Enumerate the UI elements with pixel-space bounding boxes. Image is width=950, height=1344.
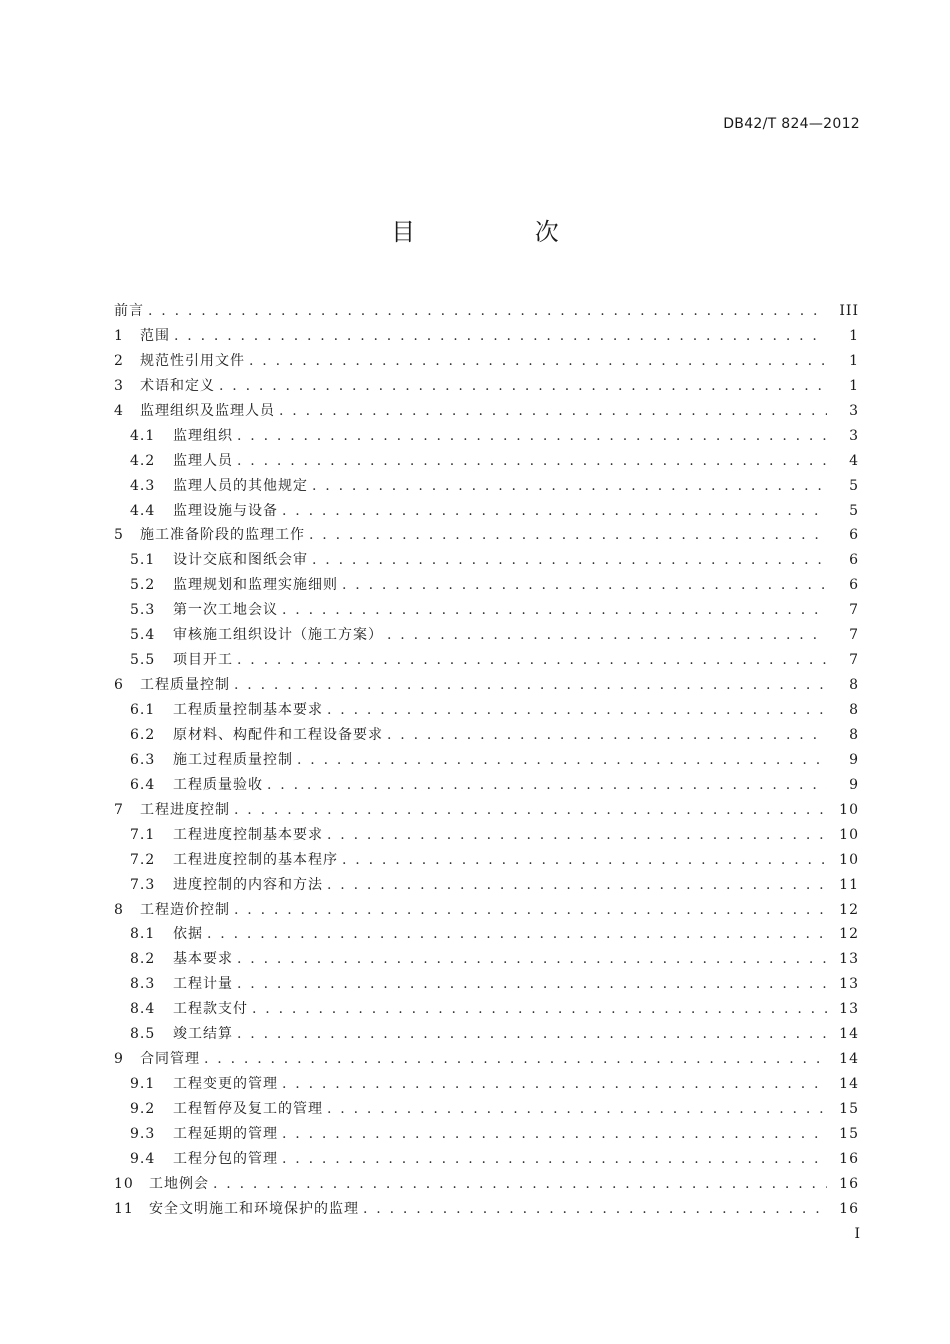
toc-dot-leader: [237, 972, 827, 997]
toc-entry-number: 4.1: [130, 427, 156, 444]
toc-entry-number: 7.2: [130, 851, 156, 868]
toc-entry-page: 16: [839, 1200, 859, 1217]
toc-entry-number: 8.5: [130, 1026, 156, 1043]
toc-entry-title: 项目开工: [173, 652, 233, 669]
toc-entry-title: 前言: [114, 303, 144, 319]
toc-entry-page: 10: [839, 801, 859, 818]
toc-entry-number: 5: [114, 527, 124, 544]
toc-entry[interactable]: [114, 1172, 859, 1197]
toc-entry-page: 10: [839, 826, 859, 843]
toc-dot-leader: [387, 723, 827, 748]
toc-entry[interactable]: [114, 449, 859, 474]
toc-entry-page: 13: [839, 951, 859, 968]
toc-entry-number: 8.2: [130, 951, 156, 968]
toc-entry[interactable]: [114, 1097, 859, 1122]
toc-entry-page: 7: [849, 652, 859, 669]
toc-entry[interactable]: [114, 873, 859, 898]
toc-entry[interactable]: [114, 1197, 859, 1222]
toc-dot-leader: [234, 798, 827, 823]
toc-entry[interactable]: [114, 848, 859, 873]
toc-entry-page: 1: [849, 327, 859, 344]
toc-entry-number: 6.2: [130, 726, 156, 743]
toc-entry-page: 8: [849, 726, 859, 743]
toc-entry[interactable]: [114, 1147, 859, 1172]
toc-entry-title: 安全文明施工和环境保护的监理: [149, 1200, 359, 1217]
toc-entry[interactable]: [114, 573, 859, 598]
toc-entry-number: 5.4: [130, 627, 156, 644]
toc-entry[interactable]: [114, 1022, 859, 1047]
toc-entry-page: III: [839, 303, 859, 319]
toc-entry-number: 9.3: [130, 1125, 156, 1142]
toc-entry-page: 13: [839, 1001, 859, 1018]
toc-dot-leader: [207, 922, 827, 947]
toc-entry[interactable]: [114, 424, 859, 449]
toc-entry-page: 7: [849, 602, 859, 619]
toc-dot-leader: [282, 1122, 827, 1147]
toc-entry-title: 基本要求: [173, 951, 233, 968]
toc-entry-number: 5.2: [130, 577, 156, 594]
toc-entry-page: 10: [839, 851, 859, 868]
toc-entry-title: 工程分包的管理: [173, 1150, 278, 1167]
toc-entry-title: 范围: [140, 327, 170, 344]
toc-dot-leader: [279, 399, 827, 424]
toc-entry-title: 工地例会: [149, 1175, 209, 1192]
toc-entry[interactable]: [114, 972, 859, 997]
toc-entry-number: 10: [114, 1175, 134, 1192]
toc-entry-number: 9.2: [130, 1101, 156, 1117]
toc-dot-leader: [213, 1172, 827, 1197]
toc-entry[interactable]: [114, 399, 859, 424]
toc-dot-leader: [282, 1072, 827, 1097]
toc-dot-leader: [297, 748, 827, 773]
toc-dot-leader: [237, 449, 827, 474]
toc-entry-number: 2: [114, 352, 124, 369]
toc-entry[interactable]: [114, 623, 859, 648]
toc-entry-title: 工程延期的管理: [173, 1125, 278, 1142]
toc-entry[interactable]: [114, 673, 859, 698]
toc-entry-number: 9.4: [130, 1150, 156, 1167]
toc-entry-page: 15: [839, 1125, 859, 1142]
toc-entry[interactable]: [114, 997, 859, 1022]
toc-entry-number: 5.1: [130, 552, 156, 569]
toc-entry-number: 11: [114, 1200, 134, 1217]
toc-dot-leader: [237, 648, 827, 673]
toc-entry[interactable]: [114, 698, 859, 723]
toc-entry-page: 8: [849, 702, 859, 718]
toc-entry-page: 9: [849, 751, 859, 768]
toc-entry[interactable]: [114, 523, 859, 548]
toc-dot-leader: [342, 573, 827, 598]
toc-dot-leader: [312, 548, 827, 573]
toc-entry[interactable]: [114, 474, 859, 499]
toc-entry-title: 施工过程质量控制: [173, 751, 293, 768]
toc-entry-number: 3: [114, 377, 124, 394]
toc-entry-title: 工程暂停及复工的管理: [173, 1101, 323, 1117]
toc-entry-title: 监理组织: [173, 427, 233, 444]
toc-entry-page: 5: [849, 502, 859, 519]
toc-entry-number: 4.3: [130, 477, 156, 494]
toc-entry-page: 12: [839, 926, 859, 943]
toc-entry-title: 竣工结算: [173, 1026, 233, 1043]
toc-entry[interactable]: [114, 324, 859, 349]
toc-entry-number: 4.2: [130, 452, 156, 469]
toc-dot-leader: [282, 1147, 827, 1172]
toc-entry-number: 7: [114, 801, 124, 818]
document-code: DB42/T 824—2012: [723, 116, 860, 132]
toc-entry-title: 工程进度控制的基本程序: [173, 851, 338, 868]
toc-entry-page: 5: [849, 477, 859, 494]
toc-dot-leader: [237, 1022, 827, 1047]
toc-entry-title: 工程进度控制: [140, 801, 230, 818]
toc-entry-page: 6: [849, 552, 859, 569]
toc-entry-number: 4.4: [130, 502, 156, 519]
toc-dot-leader: [327, 873, 827, 898]
toc-entry-page: 9: [849, 776, 859, 793]
toc-entry-title: 工程计量: [173, 976, 233, 993]
toc-entry[interactable]: [114, 374, 859, 399]
toc-entry-number: 8.1: [130, 926, 156, 943]
toc-entry-page: 1: [849, 352, 859, 369]
toc-entry[interactable]: [114, 947, 859, 972]
toc-entry-title: 工程质量验收: [173, 776, 263, 793]
toc-dot-leader: [252, 997, 827, 1022]
toc-entry-number: 5.5: [130, 652, 156, 669]
toc-entry[interactable]: [114, 823, 859, 848]
toc-entry-title: 工程质量控制: [140, 677, 230, 694]
toc-entry-page: 12: [839, 901, 859, 918]
toc-entry[interactable]: [114, 898, 859, 923]
toc-entry-title: 监理人员的其他规定: [173, 477, 308, 494]
toc-entry-page: 6: [849, 527, 859, 544]
toc-entry-title: 监理人员: [173, 452, 233, 469]
toc-entry-page: 14: [839, 1076, 859, 1093]
toc-entry-page: 1: [849, 377, 859, 394]
toc-entry-title: 术语和定义: [140, 377, 215, 394]
toc-entry-title: 规范性引用文件: [140, 352, 245, 369]
toc-dot-leader: [237, 424, 827, 449]
toc-dot-leader: [327, 823, 827, 848]
toc-entry-number: 9.1: [130, 1076, 156, 1093]
toc-entry[interactable]: [114, 548, 859, 573]
toc-dot-leader: [312, 474, 827, 499]
toc-entry[interactable]: [114, 1122, 859, 1147]
toc-dot-leader: [234, 673, 827, 698]
toc-entry[interactable]: [114, 299, 859, 324]
toc-entry-title: 进度控制的内容和方法: [173, 876, 323, 893]
toc-dot-leader: [204, 1047, 827, 1072]
toc-dot-leader: [327, 1097, 827, 1122]
toc-entry[interactable]: [114, 1072, 859, 1097]
toc-dot-leader: [282, 598, 827, 623]
toc-entry-title: 监理设施与设备: [173, 502, 278, 519]
toc-entry[interactable]: [114, 798, 859, 823]
toc-dot-leader: [363, 1197, 827, 1222]
toc-entry-title: 审核施工组织设计（施工方案）: [173, 627, 383, 644]
toc-entry-page: 13: [839, 976, 859, 993]
toc-dot-leader: [327, 698, 827, 723]
toc-entry-title: 合同管理: [140, 1051, 200, 1068]
toc-entry-title: 监理组织及监理人员: [140, 402, 275, 419]
table-of-contents: [114, 299, 859, 1222]
toc-entry[interactable]: [114, 748, 859, 773]
toc-entry-page: 3: [849, 427, 859, 444]
toc-entry[interactable]: [114, 1047, 859, 1072]
toc-entry-number: 1: [114, 327, 124, 344]
toc-entry-title: 工程进度控制基本要求: [173, 826, 323, 843]
toc-dot-leader: [387, 623, 827, 648]
toc-entry-number: 7.1: [130, 826, 156, 843]
toc-entry-number: 9: [114, 1051, 124, 1068]
toc-entry-title: 施工准备阶段的监理工作: [140, 527, 305, 544]
toc-dot-leader: [174, 324, 827, 349]
toc-dot-leader: [219, 374, 827, 399]
page-title: 目 次: [391, 218, 615, 246]
toc-entry-number: 8.3: [130, 976, 156, 993]
toc-dot-leader: [249, 349, 827, 374]
page-number: I: [854, 1226, 860, 1242]
toc-dot-leader: [234, 898, 827, 923]
toc-entry-number: 7.3: [130, 876, 156, 893]
toc-entry[interactable]: [114, 648, 859, 673]
toc-entry-title: 工程质量控制基本要求: [173, 702, 323, 718]
toc-entry-title: 监理规划和监理实施细则: [173, 577, 338, 594]
toc-entry[interactable]: [114, 349, 859, 374]
toc-entry-page: 7: [849, 627, 859, 644]
toc-dot-leader: [267, 773, 827, 798]
toc-entry-title: 工程变更的管理: [173, 1076, 278, 1093]
toc-entry-title: 依据: [173, 926, 203, 943]
toc-entry-number: 8.4: [130, 1001, 156, 1018]
toc-entry-number: 5.3: [130, 602, 156, 619]
toc-dot-leader: [237, 947, 827, 972]
toc-entry-number: 6.1: [130, 702, 156, 718]
toc-entry-page: 14: [839, 1051, 859, 1068]
toc-entry-number: 6.4: [130, 776, 156, 793]
toc-entry[interactable]: [114, 499, 859, 524]
toc-entry-page: 6: [849, 577, 859, 594]
toc-entry-number: 6.3: [130, 751, 156, 768]
toc-entry-title: 工程款支付: [173, 1001, 248, 1018]
toc-entry-title: 第一次工地会议: [173, 602, 278, 619]
toc-entry-page: 4: [849, 452, 859, 469]
toc-entry-page: 8: [849, 677, 859, 694]
toc-entry-page: 15: [839, 1101, 859, 1117]
toc-entry-page: 16: [839, 1175, 859, 1192]
toc-entry[interactable]: [114, 723, 859, 748]
toc-entry-title: 工程造价控制: [140, 901, 230, 918]
toc-entry[interactable]: [114, 598, 859, 623]
toc-entry-page: 14: [839, 1026, 859, 1043]
toc-entry[interactable]: [114, 773, 859, 798]
toc-entry[interactable]: [114, 922, 859, 947]
toc-entry-title: 原材料、构配件和工程设备要求: [173, 726, 383, 743]
toc-dot-leader: [309, 523, 827, 548]
toc-dot-leader: [148, 299, 827, 324]
toc-entry-number: 6: [114, 677, 124, 694]
toc-entry-page: 11: [839, 876, 859, 893]
toc-entry-title: 设计交底和图纸会审: [173, 552, 308, 569]
toc-entry-number: 4: [114, 402, 124, 419]
toc-dot-leader: [282, 499, 827, 524]
toc-entry-page: 16: [839, 1150, 859, 1167]
toc-entry-number: 8: [114, 901, 124, 918]
toc-dot-leader: [342, 848, 827, 873]
toc-entry-page: 3: [849, 402, 859, 419]
